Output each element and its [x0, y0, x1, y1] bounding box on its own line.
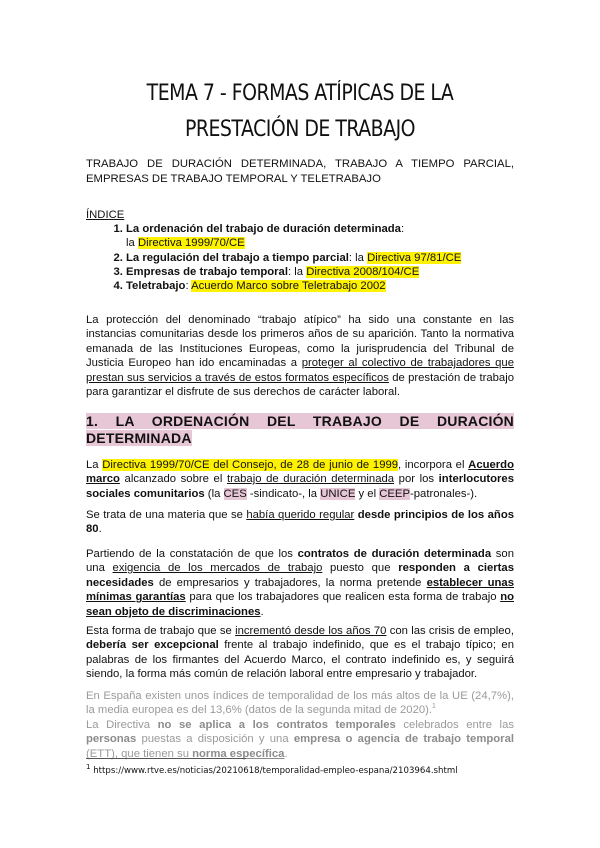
- section-heading: 1. LA ORDENACIÓN DEL TRABAJO DE DURACIÓN DETERMINADA: [86, 413, 514, 446]
- paragraph-5: En España existen unos índices de temporalidad de los más altos de la UE (24,7%), la media europea es del 13,6% (datos de la segunda mitad de 2020).$^1$ La Directiva no se aplica a los contratos temporales celebrados entre las personas puestas a disposición y una empresa o agencia de trabajo temporal (ETT), que tienen su norma específica.: [86, 690, 514, 760]
- paragraph-3: Partiendo de la constatación de que los contratos de duración determinada son una exigencia de los mercados de trabajo puesto que responden a ciertas necesidades de empresarios y trabajadores, la norma pretende establecer unas mínimas garantías para que los trabajadores que realicen esta forma de trabajo no sean objeto de discriminaciones.: [86, 548, 515, 618]
- intro-paragraph: La protección del denominado “trabajo atípico” ha sido una constante en las instancias comunitarias desde los primeros años de su aparición. Tanto la normativa emanada de las Instituciones Europeas, como la jurisprudencia del Tribunal de Justicia Europeo han ido encaminadas a proteger al colectivo de trabajadores que prestan sus servicios a través de estos formatos específicos de prestación de trabajo para garantizar el disfrute de sus derechos de carácter laboral.: [86, 314, 514, 399]
- footnote-marker[interactable]: 1: [432, 703, 436, 711]
- directive-ref: Directiva 2008/104/CE: [306, 265, 420, 278]
- subtitle: TRABAJO DE DURACIÓN DETERMINADA, TRABAJO A TIEMPO PARCIAL, EMPRESAS DE TRABAJO TEMPORAL Y TELETRABAJO: [86, 158, 514, 185]
- paragraph-1: La Directiva 1999/70/CE del Consejo, de 28 de junio de 1999, incorpora el Acuerdo marco alcanzado sobre el trabajo de duración determinada por los interlocutores sociales comunitarios (la CES -sindicato-, la UNICE y el CEEP-patronales-).: [86, 459, 514, 500]
- footnote-divider: [86, 758, 246, 759]
- index-item: 3. Empresas de trabajo temporal: la Directiva 2008/104/CE: [126, 265, 516, 279]
- footnote: $^1$ https://www.rtve.es/noticias/20210618/temporalidad-empleo-espana/2103964.shtml: [86, 763, 458, 776]
- index-section: [86, 208, 516, 293]
- directive-ref: Acuerdo Marco sobre Teletrabajo 2002: [191, 280, 386, 293]
- index-item: 4. Teletrabajo: Acuerdo Marco sobre Teletrabajo 2002: [126, 279, 516, 293]
- paragraph-4: Esta forma de trabajo que se incrementó desde los años 70 con las crisis de empleo, debería ser excepcional frente al trabajo indefinido, que es el trabajo típico; en palabras de los firmantes del Acuerdo Marco, el contrato indefinido es, y seguirá siendo, la forma más común de relación laboral entre empresario y trabajador.: [86, 625, 514, 681]
- index-header: ÍNDICE: [86, 209, 125, 221]
- directive-ref: Directiva 97/81/CE: [367, 251, 462, 264]
- paragraph-2: Se trata de una materia que se había querido regular desde principios de los años 80.: [86, 509, 515, 536]
- index-item: 1. La ordenación del trabajo de duración determinada: la Directiva 1999/70/CE: [126, 222, 516, 250]
- page-title: TEMA 7 - FORMAS ATÍPICAS DE LA PRESTACIÓN DE TRABAJO: [146, 81, 454, 142]
- footnote-link[interactable]: https://www.rtve.es/noticias/20210618/temporalidad-empleo-espana/2103964.shtml: [90, 766, 458, 776]
- index-list: [86, 222, 516, 293]
- directive-ref: Directiva 1999/70/CE: [137, 237, 245, 250]
- index-item: 2. La regulación del trabajo a tiempo parcial: la Directiva 97/81/CE: [126, 251, 516, 265]
